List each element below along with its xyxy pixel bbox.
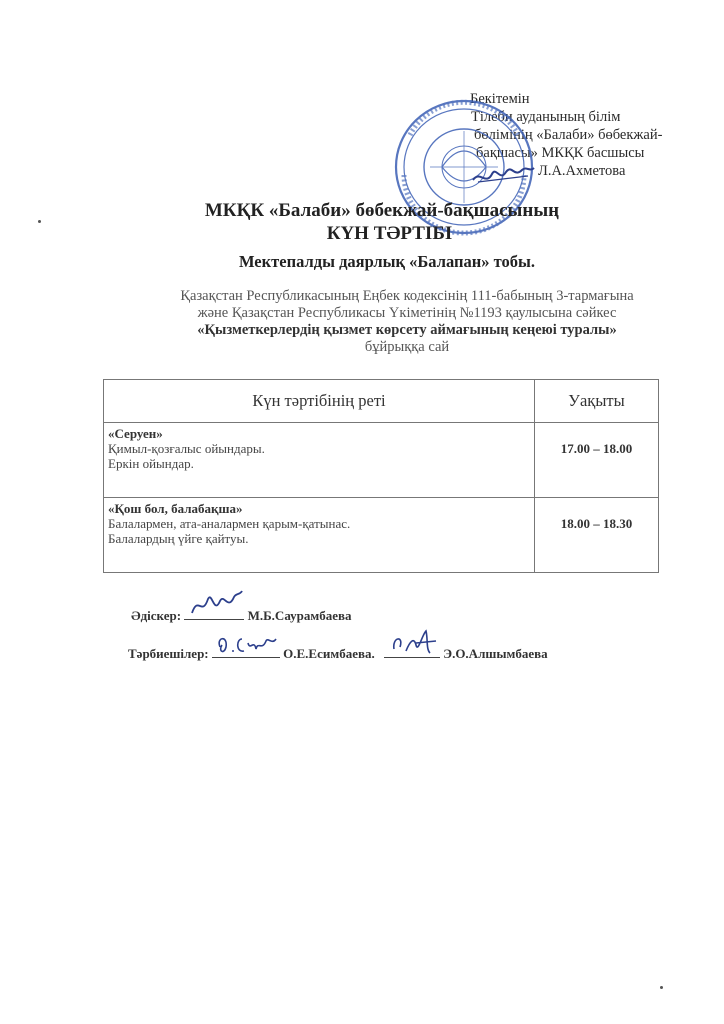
teacher1-name: О.Е.Есимбаева. <box>283 646 375 661</box>
time-cell: 17.00 – 18.00 <box>535 423 659 498</box>
activity-cell <box>104 423 535 498</box>
document-title: МКҚК «Балаби» бөбекжай-бақшасының <box>204 200 560 221</box>
methodist-signature-icon <box>188 587 244 621</box>
signature-line <box>212 643 280 658</box>
activity-cell <box>104 498 535 573</box>
activity-name: «Серуен» <box>108 426 163 441</box>
approval-line: Бекітемін <box>470 91 530 107</box>
teacher2-signature-icon <box>386 627 440 659</box>
activity-detail: Балалармен, ата-аналармен қарым-қатынас. <box>108 516 351 531</box>
activity-name: «Қош бол, балабақша» <box>108 501 243 516</box>
table-row <box>104 423 659 498</box>
legal-basis <box>0 288 724 356</box>
approval-line: Тілеби ауданының білім <box>471 109 621 125</box>
approval-line: Л.А.Ахметова <box>538 163 626 179</box>
document-subtitle: КҮН ТӘРТІБІ <box>326 223 453 244</box>
scan-speck <box>660 986 663 989</box>
table-row <box>104 498 659 573</box>
approval-line: бөлімінің «Балаби» бөбекжай- <box>474 127 663 143</box>
methodist-name: М.Б.Саурамбаева <box>247 608 352 623</box>
teacher2-name: Э.О.Алшымбаева <box>443 646 548 661</box>
methodist-label: Әдіскер: <box>131 608 182 623</box>
approval-line: бақшасы» МКҚК басшысы <box>476 145 645 161</box>
activity-detail: Балалардың үйге қайтуы. <box>108 531 249 546</box>
teachers-label: Тәрбиешілер: <box>128 646 209 661</box>
basis-line: бұйрыққа сай <box>364 339 450 355</box>
column-header-activity: Күн тәртібінің реті <box>104 380 535 423</box>
column-header-time: Уақыты <box>535 380 659 423</box>
table-header-row <box>104 380 659 423</box>
schedule-table <box>103 379 659 573</box>
activity-detail: Қимыл-қозғалыс ойындары. <box>108 441 265 456</box>
basis-line: «Қызметкерлердің қызмет көрсету аймағының кеңеюі туралы» <box>197 322 617 338</box>
basis-line: Қазақстан Республикасының Еңбек кодексінің 111-бабының 3-тармағына <box>180 288 634 304</box>
group-title: Мектепалды даярлық «Балапан» тобы. <box>238 252 536 271</box>
scan-speck <box>38 220 41 223</box>
teacher1-signature-icon <box>214 631 280 659</box>
signature-line <box>384 643 440 658</box>
signature-line <box>184 605 244 620</box>
activity-detail: Еркін ойындар. <box>108 456 194 471</box>
basis-line: және Қазақстан Республикасы Үкіметінің №1193 қаулысына сәйкес <box>197 305 617 321</box>
methodist-signature-row <box>131 605 352 624</box>
time-cell: 18.00 – 18.30 <box>535 498 659 573</box>
teachers-signature-row <box>128 643 548 662</box>
director-signature-icon <box>468 152 538 192</box>
